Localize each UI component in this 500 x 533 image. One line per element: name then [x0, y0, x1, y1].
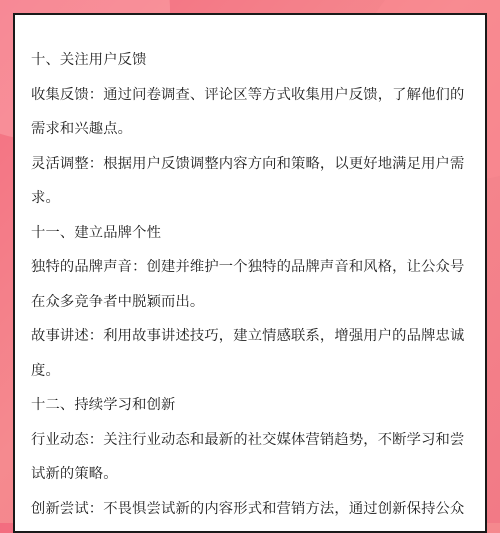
paragraph-line: 在众多竞争者中脱颖而出。 [31, 293, 205, 310]
paragraph-line: 需求和兴趣点。 [31, 121, 133, 137]
section-heading: 十、关注用户反馈 [31, 52, 147, 68]
article-card [13, 13, 487, 533]
paragraph-line: 灵活调整：根据用户反馈调整内容方向和策略，以更好地满足用户需 [31, 155, 465, 172]
section-heading: 十二、持续学习和创新 [31, 397, 176, 413]
paragraph-line: 求。 [31, 190, 60, 206]
paragraph-line: 行业动态：关注行业动态和最新的社交媒体营销趋势，不断学习和尝 [31, 431, 465, 448]
paragraph-line: 创新尝试：不畏惧尝试新的内容形式和营销方法，通过创新保持公众 [31, 500, 465, 517]
paragraph-line: 收集反馈：通过问卷调查、评论区等方式收集用户反馈，了解他们的 [31, 86, 465, 103]
paragraph-line: 独特的品牌声音：创建并维护一个独特的品牌声音和风格，让公众号 [31, 259, 465, 275]
paragraph-line: 试新的策略。 [31, 466, 118, 482]
paragraph-line: 度。 [31, 362, 60, 379]
article-body [31, 43, 471, 526]
section-heading: 十一、建立品牌个性 [31, 224, 162, 241]
paragraph-line: 故事讲述：利用故事讲述技巧，建立情感联系，增强用户的品牌忠诚 [31, 328, 465, 344]
